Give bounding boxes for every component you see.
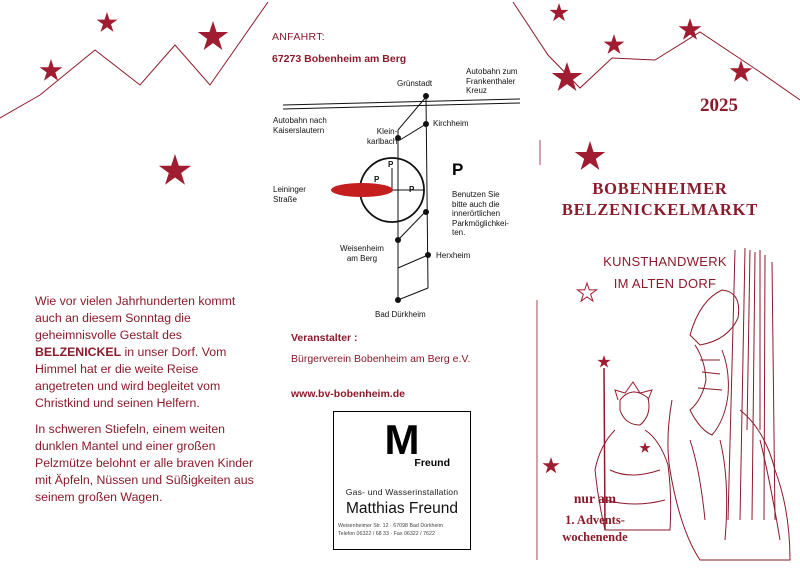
map-point [425, 252, 431, 258]
belzenickel-highlight: BELZENICKEL [35, 345, 122, 359]
star-icon [604, 34, 625, 54]
event-subtitle: KUNSTHANDWERK IM ALTEN DORF [603, 254, 727, 291]
sponsor-logo-word: Freund [414, 457, 450, 469]
map-point [423, 121, 429, 127]
star-icon [597, 355, 610, 368]
map-label-leininger-strasse: Leininger Straße [273, 185, 306, 204]
star-icon [542, 457, 559, 473]
star-icon [730, 60, 753, 82]
map-label-autobahn-frankenthal: Autobahn zum Frankenthaler Kreuz [466, 67, 518, 95]
map-label-bad-duerkheim: Bad Dürkheim [375, 310, 426, 319]
circle-parking-top: P [388, 160, 394, 169]
event-address: 67273 Bobenheim am Berg [272, 53, 407, 65]
intro-paragraph-1: Wie vor vielen Jahrhunderten kommt auch an diesem Sonntag die geheimnisvolle Gestalt des BELZENICKEL in unser Dorf. Vom Himmel hat er die weite Reise angetreten und wird begleitet vom Christkind und seinen Helfern. [35, 294, 236, 410]
map-label-gruenstadt: Grünstadt [397, 79, 433, 88]
connector-road [398, 288, 428, 300]
mountain-line-left [0, 2, 268, 118]
connector-road [398, 255, 428, 268]
directions-heading: ANFAHRT: [272, 31, 325, 43]
event-when-intro: nur am [573, 491, 617, 506]
event-year: 2025 [700, 95, 738, 116]
parking-symbol: P [452, 160, 464, 179]
sponsor-advert [333, 411, 471, 550]
parking-note: Benutzen Sie bitte auch die innerörtlichen Parkmöglichkei- ten. [452, 190, 509, 237]
map-label-kirchheim: Kirchheim [433, 119, 469, 128]
map-label-weisenheim: Weisenheim am Berg [340, 244, 384, 263]
event-when: 1. Advents- wochenende [562, 513, 628, 544]
star-icon [639, 442, 650, 453]
organizer-label: Veranstalter : [291, 332, 358, 344]
sponsor-contact: Weisenheimer Str. 12 · 67098 Bad Dürkheim Telefon 06322 / 68 33 · Fax 06322 / 7622 [338, 523, 444, 537]
star-icon [575, 141, 605, 170]
star-icon [552, 62, 582, 91]
map-point [395, 237, 401, 243]
connector-road [400, 124, 426, 140]
star-icon [40, 59, 63, 81]
intro-text [35, 293, 260, 515]
intro-paragraph-2: In schweren Stiefeln, einem weiten dunklen Mantel und einer großen Pelzmütze belohnt er alle braven Kinder mit Äpfeln, Nüssen und Süßigkeiten aus seinem großen Wagen. [35, 422, 254, 504]
map-label-herxheim: Herxheim [436, 251, 471, 260]
star-icon [97, 12, 118, 32]
sponsor-name: Matthias Freund [346, 500, 458, 517]
circle-parking-right: P [409, 185, 415, 194]
map-point [423, 209, 429, 215]
organizer-name: Bürgerverein Bobenheim am Berg e.V. [291, 353, 471, 365]
leininger-strasse-marker [331, 183, 393, 197]
event-title: BOBENHEIMER BELZENICKELMARKT [561, 179, 759, 219]
sponsor-trade: Gas- und Wasserinstallation [345, 487, 459, 497]
sponsor-logo-letter: M [384, 416, 420, 463]
map-label-autobahn-kaiserslautern: Autobahn nach Kaiserslautern [273, 116, 327, 135]
star-icon [549, 3, 568, 21]
star-icon [159, 154, 191, 185]
star-icon [198, 21, 228, 50]
circle-parking-left: P [374, 175, 380, 184]
organizer-website[interactable]: www.bv-bobenheim.de [291, 388, 405, 400]
map-point [423, 93, 429, 99]
star-icon [679, 18, 702, 40]
map-point [395, 297, 401, 303]
map-label-kleinkarlbach: Klein- karlbach [367, 127, 398, 146]
